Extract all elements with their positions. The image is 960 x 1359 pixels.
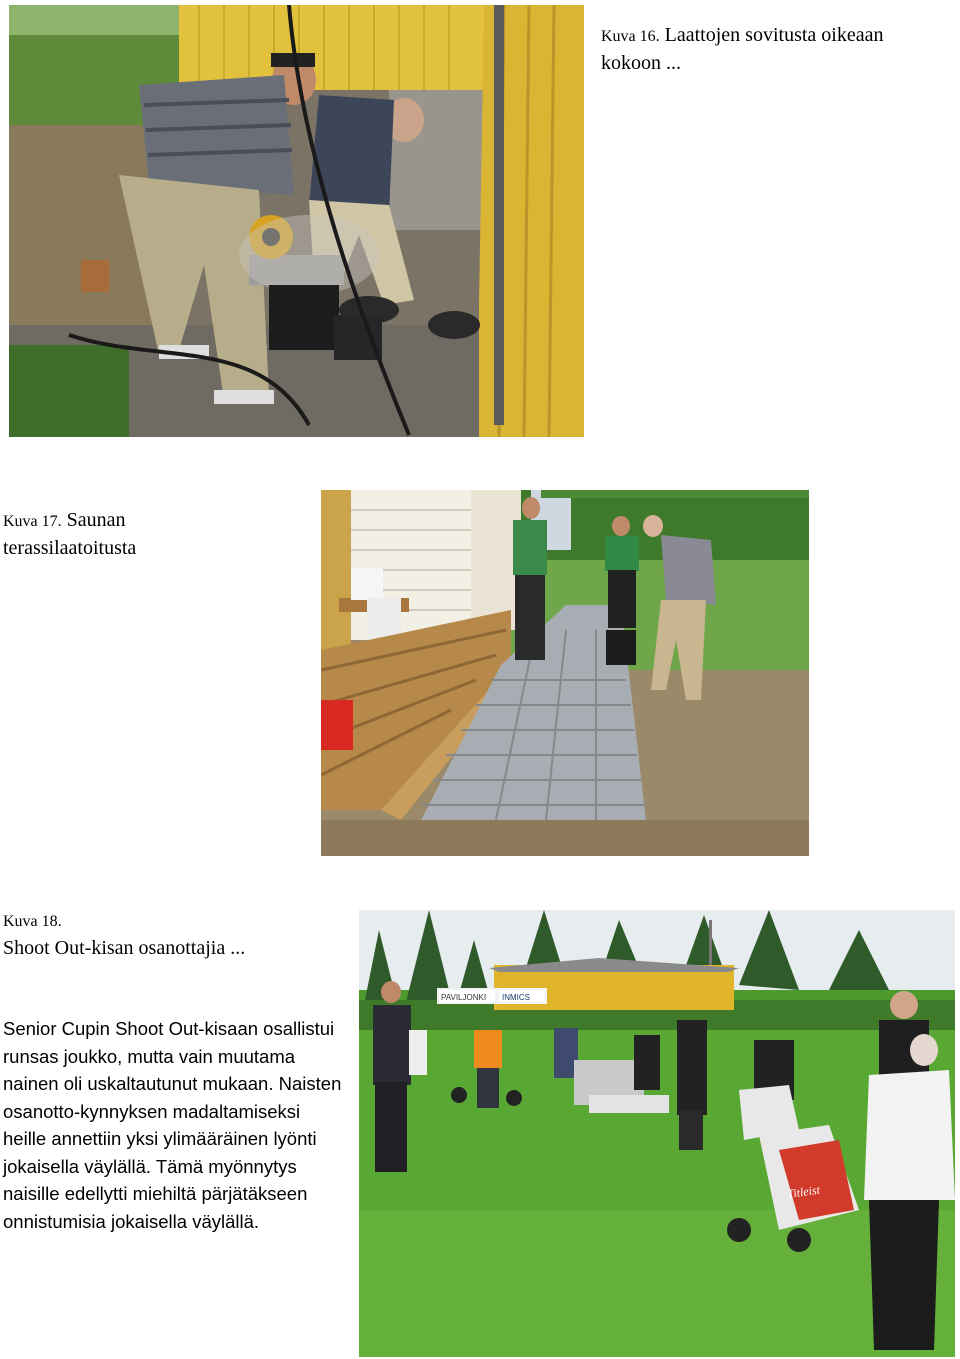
figure-caption: Saunan terassilaatoitusta <box>3 509 137 559</box>
figure-number: Kuva 16. <box>601 28 660 45</box>
article-paragraph: Senior Cupin Shoot Out-kisaan osallistui runsas joukko, mutta vain muutama nainen oli uskaltautunut mukaan. Naisten osanotto-kynnyksen madaltamiseksi heille annettiin yksi ylimääräinen lyönti jokaisella väylällä. Tämä myönnytys naisille edellytti miehiltä pärjätäkseen onnistumisia jokaisella väylällä. <box>3 1018 342 1232</box>
bag-titleist: Titleist <box>786 1182 821 1201</box>
figure-caption: Laattojen sovitusta oikeaan kokoon ... <box>601 24 884 74</box>
sign-inmics: INMICS <box>502 993 530 1002</box>
caption-kuva-16 <box>601 22 901 76</box>
caption-kuva-17 <box>3 507 203 561</box>
photo-kuva-18 <box>359 910 955 1357</box>
figure-number: Kuva 18. <box>3 913 62 930</box>
sign-paviljonki: PAVILJONKI <box>441 993 487 1002</box>
figure-number: Kuva 17. <box>3 513 62 530</box>
photo-kuva-17 <box>321 490 809 856</box>
caption-kuva-18 <box>3 909 323 961</box>
figure-caption: Shoot Out-kisan osanottajia ... <box>3 937 246 959</box>
photo-kuva-16 <box>9 5 584 437</box>
